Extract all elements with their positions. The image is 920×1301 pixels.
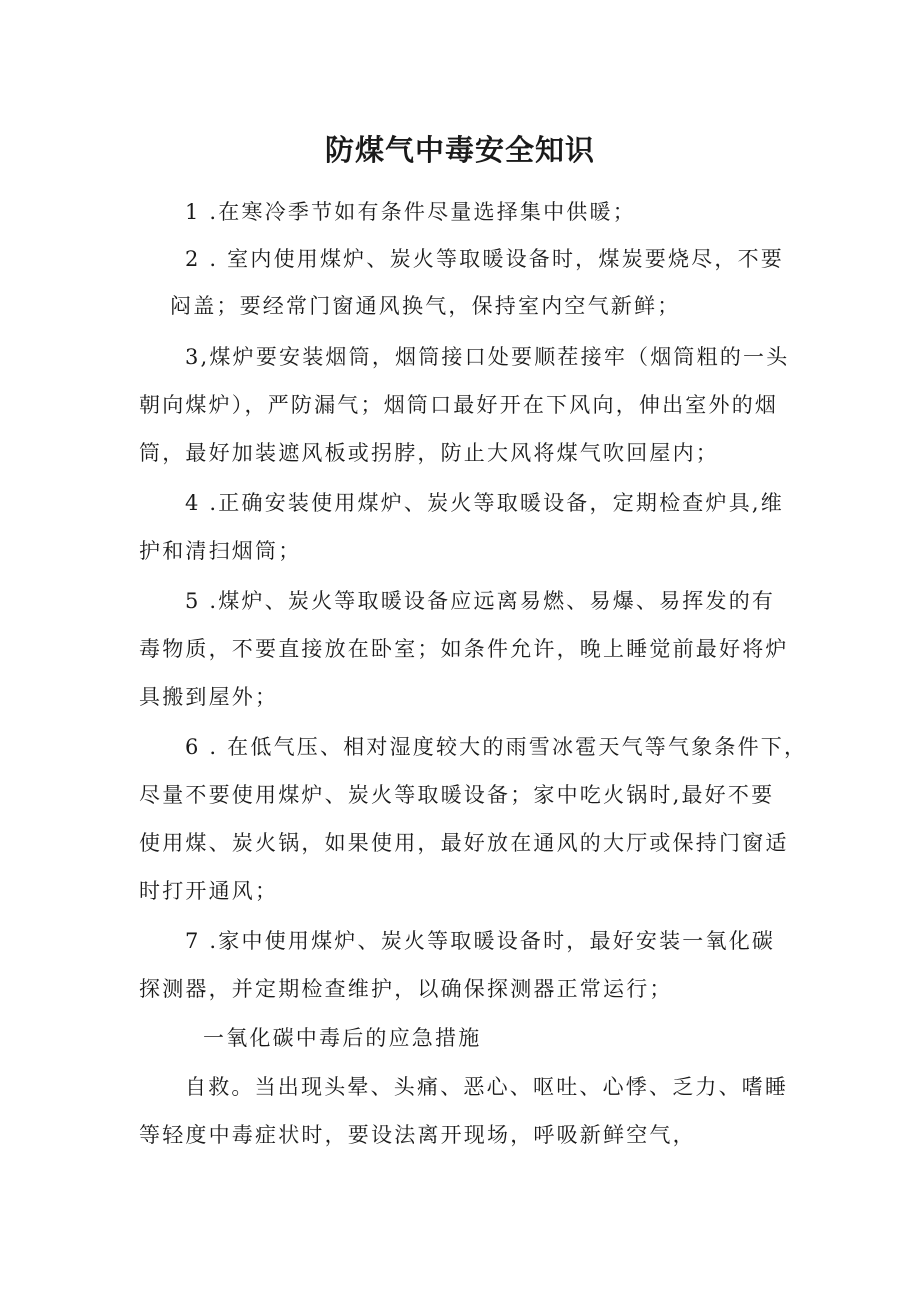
item-5-line-3: 具搬到屋外； (139, 685, 279, 709)
item-3-line-1: 3,煤炉要安装烟筒，烟筒接口处要顺茬接牢（烟筒粗的一头 (185, 345, 790, 369)
item-6-line-1: 6 . 在低气压、相对湿度较大的雨雪冰雹天气等气象条件下， (185, 735, 808, 759)
item-4-line-2: 护和清扫烟筒； (139, 539, 302, 563)
item-6-line-2: 尽量不要使用煤炉、炭火等取暖设备；家中吃火锅时,最好不要 (139, 783, 775, 807)
item-7-line-2: 探测器，并定期检查维护，以确保探测器正常运行； (139, 977, 673, 1001)
item-7-line-1: 7 .家中使用煤炉、炭火等取暖设备时，最好安装一氧化碳 (185, 929, 776, 953)
item-3-line-3: 筒，最好加装遮风板或拐脖，防止大风将煤气吹回屋内； (139, 441, 719, 465)
item-3-line-2: 朝向煤炉），严防漏气；烟筒口最好开在下风向，伸出室外的烟 (139, 393, 779, 417)
item-5-line-1: 5 .煤炉、炭火等取暖设备应远离易燃、易爆、易挥发的有 (185, 589, 776, 613)
final-paragraph-line-2: 等轻度中毒症状时，要设法离开现场，呼吸新鲜空气， (139, 1123, 696, 1147)
item-6-line-3: 使用煤、炭火锅，如果使用，最好放在通风的大厅或保持门窗适 (139, 831, 789, 855)
final-paragraph-line-1: 自救。当出现头晕、头痛、恶心、呕吐、心悸、乏力、嗜睡 (185, 1075, 789, 1099)
item-2-line-2: 闷盖；要经常门窗通风换气，保持室内空气新鲜； (170, 294, 681, 318)
item-6-line-4: 时打开通风； (139, 879, 279, 903)
emergency-subheading: 一氧化碳中毒后的应急措施 (203, 1026, 482, 1050)
item-4-line-1: 4 .正确安装使用煤炉、炭火等取暖设备，定期检查炉具,维 (185, 491, 784, 515)
document-title: 防煤气中毒安全知识 (324, 133, 595, 167)
item-1-line-1: 1 .在寒冷季节如有条件尽量选择集中供暖； (185, 200, 636, 224)
item-2-line-1: 2 . 室内使用煤炉、炭火等取暖设备时，煤炭要烧尽，不要 (185, 247, 784, 271)
item-5-line-2: 毒物质，不要直接放在卧室；如条件允许，晚上睡觉前最好将炉 (139, 637, 789, 661)
